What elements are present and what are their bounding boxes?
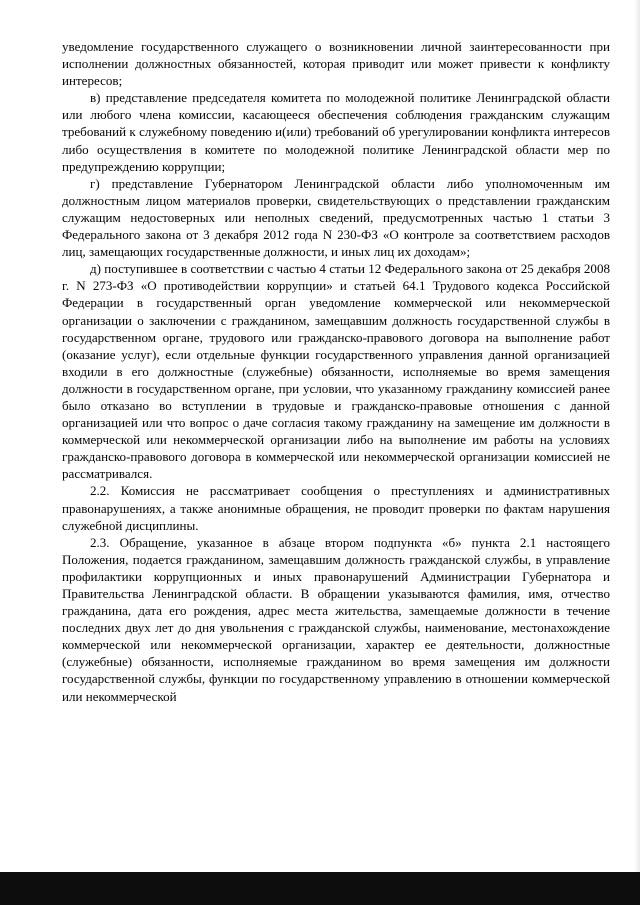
paragraph-item-g: г) представление Губернатором Ленинградской области либо уполномоченным им должностным лицом материалов проверки, свидетельствующих о представлении гражданским служащим недостоверных или неполных сведений, предусмотренных частью 1 статьи 3 Федерального закона от 3 декабря 2012 года N 230-ФЗ «О контроле за соответствием расходов лиц, замещающих государственные должности, и иных лиц их доходам»; [62,175,610,260]
paragraph-2-3: 2.3. Обращение, указанное в абзаце втором подпункта «б» пункта 2.1 настоящего Положения, подается гражданином, замещавшим должность гражданской службы, в управление профилактики коррупционных и иных правонарушений Администрации Губернатора и Правительства Ленинградской области. В обращении указываются фамилия, имя, отчество гражданина, дата его рождения, адрес места жительства, замещаемые должности в течение последних двух лет до дня увольнения с гражданской службы, наименование, местонахождение коммерческой или некоммерческой организации, характер ее деятельности, должностные (служебные) обязанности, исполняемые гражданином во время замещения им должности государственной службы, функции по государственному управлению в отношении коммерческой или некоммерческой [62,534,610,704]
scan-bottom-border [0,872,640,905]
paragraph-notification-cont: уведомление государственного служащего о возникновении личной заинтересованности при исполнении должностных обязанностей, которая приводит или может привести к конфликту интересов; [62,39,610,89]
paragraph-item-d: д) поступившее в соответствии с частью 4 статьи 12 Федерального закона от 25 декабря 2008 г. N 273-ФЗ «О противодействии коррупции» и статьей 64.1 Трудового кодекса Российской Федерации в государственный орган уведомление коммерческой или некоммерческой организации о заключении с гражданином, замещавшим должность государственной службы в государственном органе, трудового или гражданско-правового договора на выполнение работ (оказание услуг), если отдельные функции государственного управления данной организацией входили в его должностные (служебные) обязанности, исполняемые во время замещения должности в государственном органе, при условии, что указанному гражданину комиссией ранее было отказано во вступлении в трудовые и гражданско-правовые отношения с данной организацией или что вопрос о даче согласия такому гражданину на замещение им должности в коммерческой или некоммерческой организации либо на выполнение им работы на условиях гражданско-правового договора в коммерческой или некоммерческой организации комиссией не рассматривался. [62,261,610,482]
paragraph-item-v: в) представление председателя комитета по молодежной политике Ленинградской области или любого члена комиссии, касающееся обеспечения соблюдения гражданским служащим требований к служебному поведению и(или) требований об урегулировании конфликта интересов либо осуществления в комитете по молодежной политике Ленинградской области мер по предупреждению коррупции; [62,90,610,174]
scan-edge-shadow [634,0,640,872]
document-page [62,38,610,705]
paragraph-2-2: 2.2. Комиссия не рассматривает сообщения о преступлениях и административных правонарушениях, а также анонимные обращения, не проводит проверки по фактам нарушения служебной дисциплины. [62,483,610,533]
